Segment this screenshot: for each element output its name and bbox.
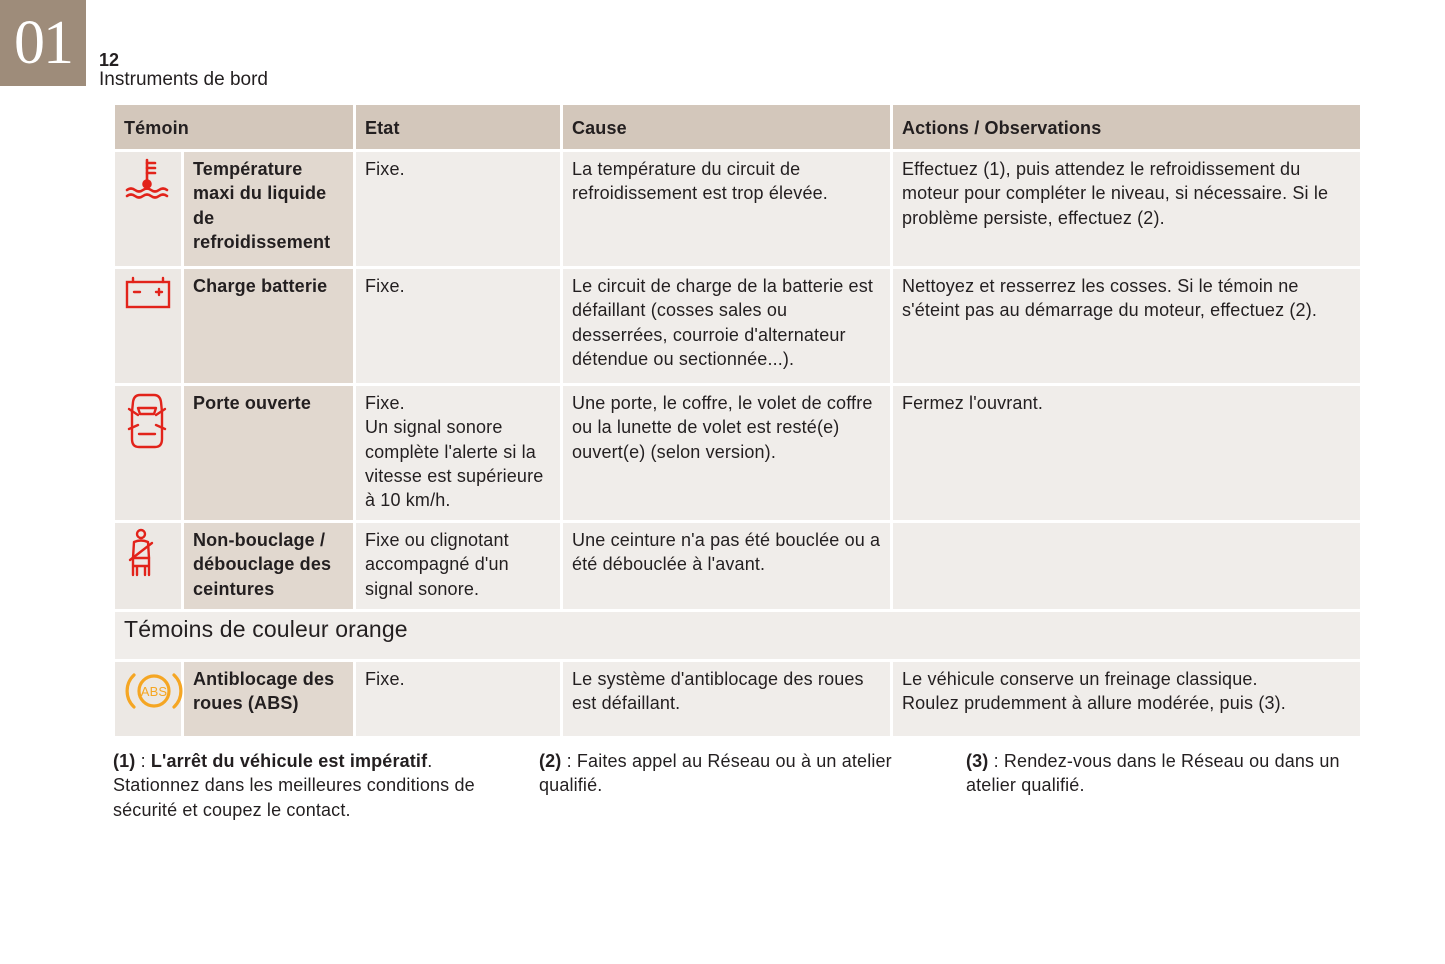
table-row — [114, 661, 1362, 738]
footnote-emphasis: L'arrêt du véhicule est impératif — [150, 751, 428, 771]
footnote-separator: : — [561, 751, 577, 771]
page-number: 12 — [99, 50, 120, 70]
coolant-temperature-icon — [124, 157, 170, 201]
row-cause: La température du circuit de refroidissement est trop élevée. — [562, 151, 892, 268]
row-actions — [892, 522, 1362, 611]
etat-line: Fixe. — [365, 393, 405, 413]
row-actions: Fermez l'ouvrant. — [892, 385, 1362, 522]
section-row — [114, 611, 1362, 661]
footnote-separator: : — [135, 751, 151, 771]
row-name: Température maxi du liquide de refroidissement — [183, 151, 355, 268]
icon-cell — [114, 661, 183, 738]
table-header-row — [114, 104, 1362, 151]
footnote-text: Rendez-vous dans le Réseau ou dans un atelier qualifié. — [966, 751, 1340, 796]
svg-text:ABS: ABS — [140, 684, 168, 699]
row-actions — [892, 661, 1362, 738]
row-cause: Le système d'antiblocage des roues est défaillant. — [562, 661, 892, 738]
table-row — [114, 268, 1362, 385]
icon-cell — [114, 151, 183, 268]
row-cause: Le circuit de charge de la batterie est défaillant (cosses sales ou desserrées, courroie d'alternateur détendue ou sectionnée...). — [562, 268, 892, 385]
table-row — [114, 385, 1362, 522]
etat-line: Un signal sonore complète l'alerte si la vitesse est supérieure à 10 km/h. — [365, 417, 544, 511]
chapter-number-badge: 01 — [0, 0, 86, 86]
page-title: Instruments de bord — [99, 69, 268, 90]
row-actions: Nettoyez et resserrez les cosses. Si le témoin ne s'éteint pas au démarrage du moteur, effectuez (2). — [892, 268, 1362, 385]
table-row — [114, 151, 1362, 268]
row-name: Non-bouclage / débouclage des ceintures — [183, 522, 355, 611]
actions-line: Roulez prudemment à allure modérée, puis (3). — [902, 693, 1286, 714]
battery-icon — [124, 274, 172, 310]
footnote-separator: : — [988, 751, 1004, 771]
door-open-icon — [124, 391, 170, 451]
abs-icon — [124, 667, 184, 715]
footnote-ref: (3) — [966, 751, 989, 771]
footnote-ref: (2) — [539, 751, 562, 771]
row-cause: Une porte, le coffre, le volet de coffre ou la lunette de volet est resté(e) ouvert(e) (selon version). — [562, 385, 892, 522]
icon-cell — [114, 522, 183, 611]
header-actions: Actions / Observations — [892, 104, 1362, 151]
header-etat: Etat — [355, 104, 562, 151]
footnote-text: Faites appel au Réseau ou à un atelier qualifié. — [539, 751, 892, 796]
row-name: Porte ouverte — [183, 385, 355, 522]
row-actions: Effectuez (1), puis attendez le refroidissement du moteur pour compléter le niveau, si nécessaire. Si le problème persiste, effectuez (2). — [892, 151, 1362, 268]
footnote-3 — [966, 749, 1356, 798]
row-name: Charge batterie — [183, 268, 355, 385]
row-etat: Fixe. — [355, 268, 562, 385]
table-row — [114, 522, 1362, 611]
row-etat: Fixe. — [355, 661, 562, 738]
footnote-ref: (1) — [113, 751, 136, 771]
footnote-2 — [539, 749, 909, 798]
footnote-text: Stationnez dans les meilleures conditions de sécurité et coupez le contact. — [113, 775, 475, 820]
warning-lights-table — [112, 102, 1363, 739]
footnote-punctuation: . — [427, 751, 433, 771]
icon-cell — [114, 385, 183, 522]
icon-cell — [114, 268, 183, 385]
row-etat: Fixe ou clignotant accompagné d'un signal sonore. — [355, 522, 562, 611]
header-cause: Cause — [562, 104, 892, 151]
row-etat: Fixe. — [355, 151, 562, 268]
row-name: Antiblocage des roues (ABS) — [183, 661, 355, 738]
section-title: Témoins de couleur orange — [114, 611, 1362, 661]
row-cause: Une ceinture n'a pas été bouclée ou a été débouclée à l'avant. — [562, 522, 892, 611]
seatbelt-icon — [124, 528, 158, 578]
actions-line: Le véhicule conserve un freinage classique. — [902, 669, 1258, 689]
row-etat — [355, 385, 562, 522]
header-temoin: Témoin — [114, 104, 355, 151]
footnote-1 — [113, 749, 493, 822]
